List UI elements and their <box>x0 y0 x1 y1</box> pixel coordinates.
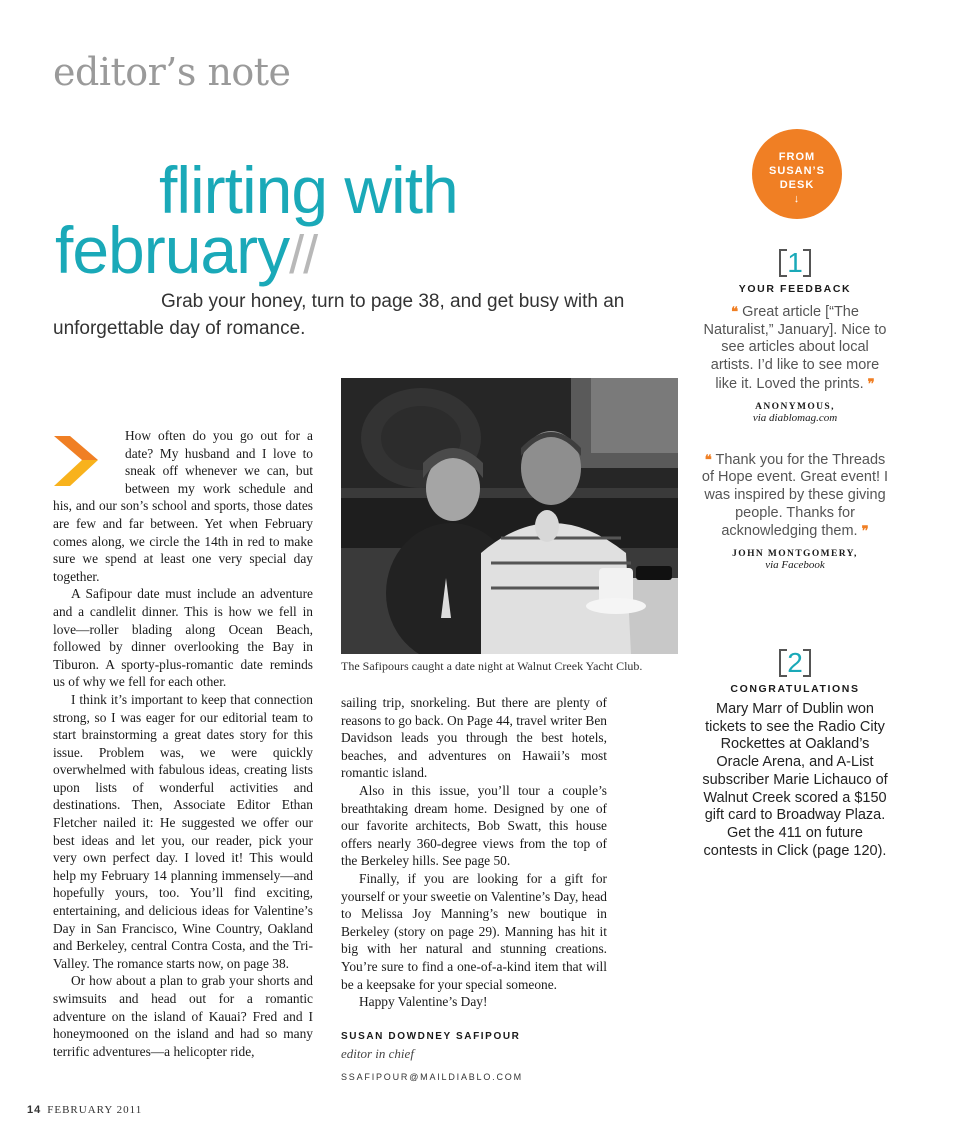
article-column-2 <box>341 694 607 1011</box>
deck <box>53 288 633 342</box>
congrats-heading: CONGRATULATIONS <box>730 683 860 695</box>
congrats-text: Mary Marr of Dublin won tickets to see the Radio City Rockettes at Oakland’s Oracle Arena, and A-List subscriber Marie Lichauco of Walnut Creek scored a $150 gift card to Broadway Plaza. Get the 411 on future contests in Click (page 120). <box>702 701 888 859</box>
from-desk-badge <box>752 129 842 219</box>
badge-line-3: DESK <box>779 179 815 191</box>
arrow-down-icon: ↓ <box>793 193 801 205</box>
open-quote-icon: ❝ <box>731 304 739 319</box>
close-quote-icon: ❞ <box>861 523 869 539</box>
badge-line-2: SUSAN’S <box>769 165 825 177</box>
section-number-2: 2 <box>779 647 811 679</box>
couple-photo <box>341 378 678 654</box>
section-number-1: 1 <box>779 247 811 279</box>
article-paragraph: Finally, if you are looking for a gift for yourself or your sweetie on Valentine’s Day, head to Melissa Joy Manning’s new boutique in Berkeley (story on page 29). Manning has hit it big with her natural and stunning creations. You’re sure to find a one-of-a-kind item that will be a keepsake for your special someone. <box>341 870 607 992</box>
open-quote-icon: ❝ <box>704 451 712 467</box>
signature-title: editor in chief <box>341 1046 414 1061</box>
quote-source: via diablomag.com <box>752 411 838 424</box>
section-title: editor’s note <box>53 50 291 94</box>
sidebar-feedback <box>700 247 890 571</box>
signature-email[interactable]: SSAFIPOUR@MAILDIABLO.COM <box>341 1072 523 1082</box>
photo-caption: The Safipours caught a date night at Walnut Creek Yacht Club. <box>341 659 643 673</box>
feedback-heading: YOUR FEEDBACK <box>738 283 852 295</box>
article-paragraph: I think it’s important to keep that connection strong, so I was eager for our editorial team to start brainstorming a great dates story for this issue. Problem was, we were quickly overwhelmed with fabulous ideas, creating lists upon lists of wonderful activities and destinations. Then, Associate Editor Ethan Fletcher nailed it: He suggested we offer our best ideas and let you, our reader, pick your very own perfect day. I loved it! This would help my February 14 planning immensely—and hopefully yours, too. You’ll find exciting, entertaining, and delicious ideas for Valentine’s Day in San Francisco, Wine Country, Oakland and Berkeley, central Contra Costa, and the Tri-Valley. The romance starts now, on page 38. <box>53 691 313 971</box>
folio <box>27 1104 142 1116</box>
article-paragraph: A Safipour date must include an adventure and a candlelit dinner. This is how we fell in love—roller blading along Ocean Beach, followed by dinner overlooking the Bay in Tiburon. A sporty-plus-romantic date reminds us of why we fell for each other. <box>53 586 313 690</box>
headline <box>55 153 458 287</box>
quote-text: Great article [“The Naturalist,” January]. Nice to see articles about local artists. I’d like to see more like it. Loved the prints. <box>703 304 887 392</box>
signature-name: SUSAN DOWDNEY SAFIPOUR <box>341 1031 521 1042</box>
headline-slash: // <box>289 225 318 285</box>
issue-date: FEBRUARY 2011 <box>47 1104 143 1116</box>
feedback-quote <box>700 303 890 394</box>
quote-author: JOHN MONTGOMERY, <box>732 549 858 560</box>
sidebar-congratulations <box>700 647 890 860</box>
headline-line-2: february <box>55 213 290 287</box>
quote-text: Thank you for the Threads of Hope event. Great event! I was inspired by these giving people. Thanks for acknowledging them. <box>701 451 889 540</box>
close-quote-icon: ❞ <box>867 375 875 391</box>
feedback-quote <box>700 451 890 542</box>
quote-source: via Facebook <box>765 559 825 572</box>
article-paragraph: Happy Valentine’s Day! <box>359 994 488 1010</box>
article-column-1 <box>53 427 313 1060</box>
quote-author: ANONYMOUS, <box>755 401 835 412</box>
article-paragraph: Also in this issue, you’ll tour a couple’s breathtaking dream home. Designed by one of our favorite architects, Bob Swatt, this house offers nearly 360-degree views from the top of the Berkeley hills. See page 50. <box>341 782 607 869</box>
headline-line-1: flirting with <box>159 153 458 227</box>
article-paragraph: sailing trip, snorkeling. But there are plenty of reasons to go back. On Page 44, travel writer Ben Davidson leads you through the best hotels, beaches, and adventures on Hawaii’s most romantic island. <box>341 695 607 781</box>
article-paragraph: How often do you go out for a date? My husband and I love to sneak off whenever we can, but between my work schedule and his, and our son’s school and sports, those dates are few and far between. Yet when February comes along, we circle the 14th in red to make sure we spend at least one very special day together. <box>53 428 313 584</box>
article-paragraph: Or how about a plan to grab your shorts and swimsuits and head out for a romantic adventure on the island of Kauai? Fred and I honeymooned on the island and had so many terrific adventures—a helicopter ride, <box>53 973 313 1059</box>
badge-line-1: FROM <box>778 151 816 163</box>
page-number: 14 <box>27 1104 42 1116</box>
deck-text: Grab your honey, turn to page 38, and get busy with an unforgettable day of romance. <box>53 291 625 339</box>
